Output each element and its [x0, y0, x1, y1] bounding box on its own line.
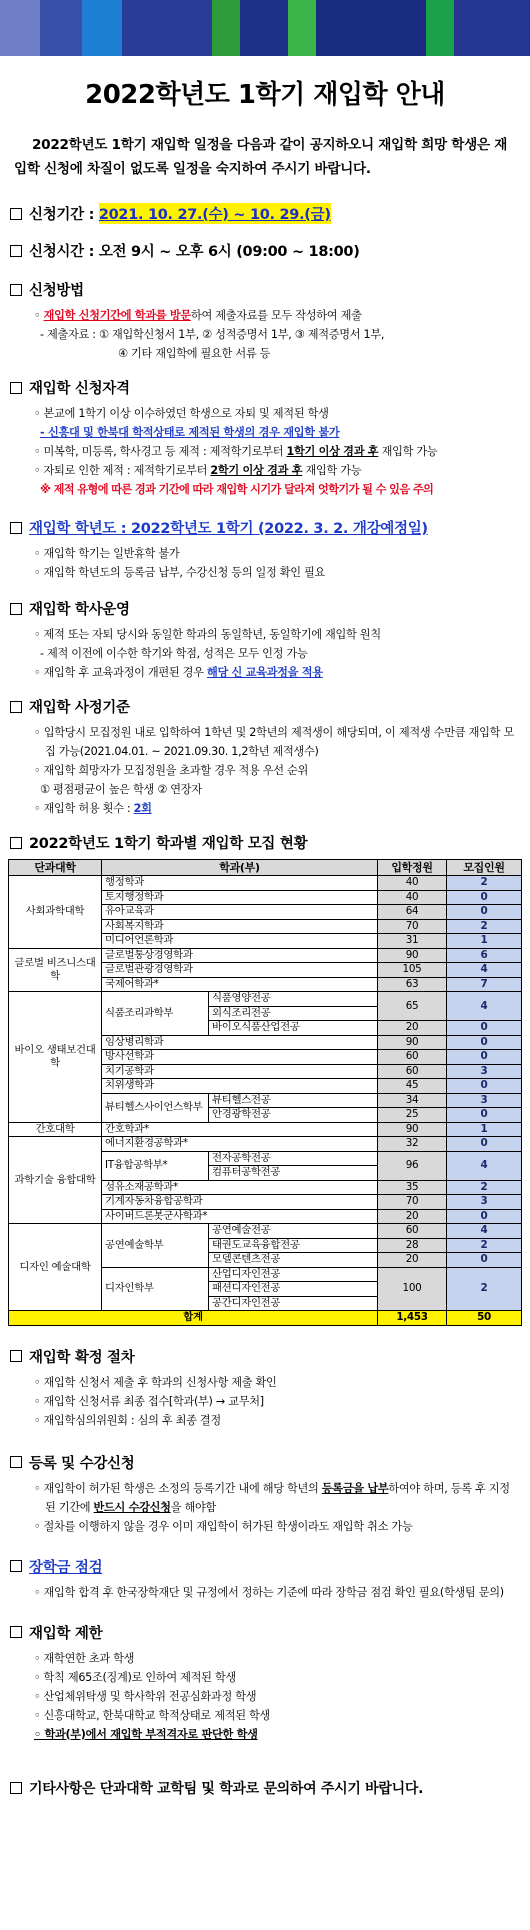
- table-cell: 글로벌통상경영학과: [102, 948, 378, 963]
- table-cell: IT융합공학부*: [102, 1151, 209, 1180]
- table-cell: 디자인 예술대학: [9, 1224, 102, 1311]
- table-cell: 컴퓨터공학전공: [209, 1166, 378, 1181]
- qual-line: - 신흥대 및 한북대 학적상태로 제적된 학생의 경우 재입학 불가: [40, 426, 340, 439]
- checkbox-icon: [10, 284, 22, 296]
- table-cell: 0: [447, 905, 522, 920]
- academic-line: - 제적 이전에 이수한 학기와 학점, 성적은 모두 인정 가능: [40, 647, 308, 660]
- table-cell: 에너지환경공학과*: [102, 1137, 378, 1152]
- table-cell: 0: [447, 1021, 522, 1036]
- table-cell: 0: [447, 1050, 522, 1065]
- table-row: [9, 948, 522, 963]
- criteria-line: ◦ 재입학 허용 횟수 : 2회: [34, 802, 152, 815]
- table-cell: 0: [447, 1108, 522, 1123]
- table-cell: 유아교육과: [102, 905, 378, 920]
- section-scholarship: 장학금 점검 ◦ 재입학 합격 후 한국장학재단 및 규정에서 정하는 기준에 따라 장학금 점검 확인 필요(학생팀 문의): [10, 1556, 520, 1602]
- period-value: 2021. 10. 27.(수) ~ 10. 29.(금): [99, 203, 331, 224]
- table-cell: 28: [378, 1238, 447, 1253]
- criteria-line: ① 평점평균이 높은 학생 ② 연장자: [40, 783, 202, 796]
- table-cell: 치기공학과: [102, 1064, 378, 1079]
- header-banner: [0, 0, 530, 56]
- table-cell: 4: [447, 1151, 522, 1180]
- qual-line: ◦ 본교에 1학기 이상 이수하였던 학생으로 자퇴 및 제적된 학생: [34, 407, 329, 420]
- checkbox-icon: [10, 701, 22, 713]
- section-criteria: 재입학 사정기준 ◦ 입학당시 모집정원 내로 입학하여 1학년 및 2학년의 제적생이 해당되며, 이 제적생 수만큼 재입학 모집 가능(2021.04.01. ~ 2021.09.30. 1,2학년 제적생수) ◦ 재입학 희망자가 모집정원을 초과할 경우 적용 우선 순위 ① 평점평균이 높은 학생 ② 연장자 ◦ 재입학 허용 횟수 : 2회: [10, 696, 520, 818]
- table-cell: 2: [447, 1267, 522, 1311]
- table-cell: 산업디자인전공: [209, 1267, 378, 1282]
- table-cell: 안경광학전공: [209, 1108, 378, 1123]
- table-cell: 태권도교육융합전공: [209, 1238, 378, 1253]
- section-period: 신청기간 : 2021. 10. 27.(수) ~ 10. 29.(금): [10, 203, 520, 224]
- table-cell: 0: [447, 1137, 522, 1152]
- table-cell: 96: [378, 1151, 447, 1180]
- table-cell: 65: [378, 992, 447, 1021]
- table-cell: 60: [378, 1224, 447, 1239]
- checkbox-icon: [10, 245, 22, 257]
- table-cell: 식품조리과학부: [102, 992, 209, 1036]
- table-cell: 사회과학대학: [9, 876, 102, 949]
- table-cell: 40: [378, 890, 447, 905]
- table-cell: 식품영양전공: [209, 992, 378, 1007]
- table-cell: 공연예술학부: [102, 1224, 209, 1268]
- recruitment-table: [8, 859, 522, 1326]
- table-row: [9, 1224, 522, 1239]
- table-cell: 국제어학과*: [102, 977, 378, 992]
- table-cell: 0: [447, 1209, 522, 1224]
- term-line: ◦ 재입학 학년도의 등록금 납부, 수강신청 등의 일정 확인 필요: [34, 566, 326, 579]
- section-method: 신청방법 ◦ 재입학 신청기간에 학과를 방문하여 제출자료를 모두 작성하여 제출 - 제출자료 : ① 재입학신청서 1부, ② 성적증명서 1부, ③ 제적증명서 1부, ④ 기타 재입학에 필요한 서류 등: [10, 279, 520, 363]
- table-cell: 70: [378, 1195, 447, 1210]
- table-cell: 2: [447, 1180, 522, 1195]
- table-row: [9, 1137, 522, 1152]
- method-line: ◦ 재입학 신청기간에 학과를 방문하여 제출자료를 모두 작성하여 제출: [34, 309, 362, 322]
- table-cell: 사이버드론봇군사학과*: [102, 1209, 378, 1224]
- academic-line: ◦ 제적 또는 자퇴 당시와 동일한 학과의 동일학년, 동일학기에 재입학 원칙: [34, 628, 381, 641]
- table-cell: 3: [447, 1093, 522, 1108]
- table-cell: 63: [378, 977, 447, 992]
- table-cell: 31: [378, 934, 447, 949]
- section-qualification: 재입학 신청자격 ◦ 본교에 1학기 이상 이수하였던 학생으로 자퇴 및 제적된 학생 - 신흥대 및 한북대 학적상태로 제적된 학생의 경우 재입학 불가 ◦ 미복학, 미등록, 학사경고 등 제적 : 제적학기로부터 1학기 이상 경과 후 재입학 가능 ◦ 자퇴로 인한 제적 : 제적학기로부터 2학기 이상 경과 후 재입학 가능 ※ 제적 유형에 따른 경과 기간에 따라 재입학 시기가 달라져 엇학기가 될 수 있음 주의: [10, 377, 520, 499]
- table-cell: 90: [378, 948, 447, 963]
- criteria-line: ◦ 입학당시 모집정원 내로 입학하여 1학년 및 2학년의 제적생이 해당되며, 이 제적생 수만큼 재입학 모집 가능(2021.04.01. ~ 2021.09.30. 1,2학년 제적생수): [34, 726, 514, 758]
- limit-line: ◦ 학칙 제65조(징계)로 인하여 제적된 학생: [34, 1670, 236, 1684]
- table-cell: 뷰티헬스전공: [209, 1093, 378, 1108]
- table-cell: 모델콘텐츠전공: [209, 1253, 378, 1268]
- table-cell: 90: [378, 1122, 447, 1137]
- checkbox-icon: [10, 382, 22, 394]
- limit-line: ◦ 재학연한 초과 학생: [34, 1651, 135, 1665]
- table-cell: 사회복지학과: [102, 919, 378, 934]
- table-cell: 20: [378, 1021, 447, 1036]
- table-cell: 45: [378, 1079, 447, 1094]
- table-cell: 1: [447, 934, 522, 949]
- method-line: ④ 기타 재입학에 필요한 서류 등: [118, 347, 271, 360]
- section-term: 재입학 학년도 : 2022학년도 1학기 (2022. 3. 2. 개강예정일) ◦ 재입학 학기는 일반휴학 불가 ◦ 재입학 학년도의 등록금 납부, 수강신청 등의 일정 확인 필요: [10, 517, 520, 582]
- section-table: 2022학년도 1학기 학과별 재입학 모집 현황: [10, 832, 520, 853]
- table-cell: 4: [447, 963, 522, 978]
- table-cell: 합계: [9, 1311, 378, 1326]
- table-cell: 외식조리전공: [209, 1006, 378, 1021]
- section-academic: 재입학 학사운영 ◦ 제적 또는 자퇴 당시와 동일한 학과의 동일학년, 동일학기에 재입학 원칙 - 제적 이전에 이수한 학기와 학점, 성적은 모두 인정 가능 ◦ 재입학 후 교육과정이 개편된 경우 해당 신 교육과정을 적용: [10, 598, 520, 682]
- table-cell: 공간디자인전공: [209, 1296, 378, 1311]
- confirm-line: ◦ 재입학 신청서류 최종 접수[학과(부) → 교무처]: [34, 1394, 264, 1408]
- section-registration: 등록 및 수강신청 ◦ 재입학이 허가된 학생은 소정의 등록기간 내에 해당 학년의 등록금을 납부하여야 하며, 등록 후 지정된 기간에 반드시 수강신청을 해야함 ◦ 절차를 이행하지 않을 경우 이미 재입학이 허가된 학생이라도 재입학 취소 가능: [10, 1452, 520, 1536]
- table-cell: 4: [447, 1224, 522, 1239]
- table-cell: 뷰티헬스사이언스학부: [102, 1093, 209, 1122]
- table-cell: 1: [447, 1122, 522, 1137]
- table-cell: 0: [447, 890, 522, 905]
- confirm-line: ◦ 재입학심의위원회 : 심의 후 최종 결정: [34, 1413, 221, 1427]
- reg-line: ◦ 재입학이 허가된 학생은 소정의 등록기간 내에 해당 학년의 등록금을 납부하여야 하며, 등록 후 지정된 기간에 반드시 수강신청을 해야함: [34, 1481, 510, 1514]
- table-header-row: 단과대학 학과(부) 입학정원 모집인원: [9, 860, 522, 876]
- table-row: [9, 876, 522, 891]
- table-cell: 40: [378, 876, 447, 891]
- table-cell: 60: [378, 1050, 447, 1065]
- table-cell: 임상병리학과: [102, 1035, 378, 1050]
- table-cell: 3: [447, 1195, 522, 1210]
- method-line: - 제출자료 : ① 재입학신청서 1부, ② 성적증명서 1부, ③ 제적증명서 1부,: [40, 328, 385, 341]
- table-cell: 바이오 생태보건대학: [9, 992, 102, 1123]
- table-cell: 글로벌관광경영학과: [102, 963, 378, 978]
- checkbox-icon: [10, 837, 22, 849]
- section-hours: 신청시간 : 오전 9시 ~ 오후 6시 (09:00 ~ 18:00): [10, 240, 520, 261]
- checkbox-icon: [10, 1626, 22, 1638]
- table-cell: 과학기술 융합대학: [9, 1137, 102, 1224]
- table-cell: 70: [378, 919, 447, 934]
- table-cell: 32: [378, 1137, 447, 1152]
- table-cell: 2: [447, 919, 522, 934]
- table-cell: 64: [378, 905, 447, 920]
- limit-line: ◦ 산업체위탁생 및 학사학위 전공심화과정 학생: [34, 1689, 257, 1703]
- checkbox-icon: [10, 603, 22, 615]
- table-cell: 0: [447, 1253, 522, 1268]
- table-cell: 디자인학부: [102, 1267, 209, 1311]
- table-cell: 행정학과: [102, 876, 378, 891]
- intro-text: 2022학년도 1학기 재입학 일정을 다음과 같이 공지하오니 재입학 희망 학생은 재입학 신청에 차질이 없도록 일정을 숙지하여 주시기 바랍니다.: [14, 137, 508, 177]
- table-cell: 105: [378, 963, 447, 978]
- table-cell: 0: [447, 1079, 522, 1094]
- table-cell: 공연예술전공: [209, 1224, 378, 1239]
- confirm-line: ◦ 재입학 신청서 제출 후 학과의 신청사항 제출 확인: [34, 1375, 277, 1389]
- table-cell: 50: [447, 1311, 522, 1326]
- table-cell: 기계자동차융합공학과: [102, 1195, 378, 1210]
- table-cell: 미디어언론학과: [102, 934, 378, 949]
- table-cell: 90: [378, 1035, 447, 1050]
- qual-line: ◦ 미복학, 미등록, 학사경고 등 제적 : 제적학기로부터 1학기 이상 경과 후 재입학 가능: [34, 445, 438, 458]
- table-cell: 패션디자인전공: [209, 1282, 378, 1297]
- limit-line: ◦ 학과(부)에서 재입학 부적격자로 판단한 학생: [34, 1727, 258, 1741]
- table-cell: 치위생학과: [102, 1079, 378, 1094]
- table-cell: 바이오식품산업전공: [209, 1021, 378, 1036]
- table-cell: 전자공학전공: [209, 1151, 378, 1166]
- qual-warning: ※ 제적 유형에 따른 경과 기간에 따라 재입학 시기가 달라져 엇학기가 될 수 있음 주의: [40, 483, 434, 496]
- table-cell: 2: [447, 1238, 522, 1253]
- checkbox-icon: [10, 208, 22, 220]
- table-cell: 간호대학: [9, 1122, 102, 1137]
- checkbox-icon: [10, 522, 22, 534]
- table-cell: 1,453: [378, 1311, 447, 1326]
- table-cell: 25: [378, 1108, 447, 1123]
- qual-line: ◦ 자퇴로 인한 제적 : 제적학기로부터 2학기 이상 경과 후 재입학 가능: [34, 464, 362, 477]
- table-cell: 토지행정학과: [102, 890, 378, 905]
- table-cell: 방사선학과: [102, 1050, 378, 1065]
- checkbox-icon: [10, 1350, 22, 1362]
- table-cell: 6: [447, 948, 522, 963]
- checkbox-icon: [10, 1456, 22, 1468]
- table-cell: 20: [378, 1209, 447, 1224]
- table-cell: 간호학과*: [102, 1122, 378, 1137]
- table-cell: 34: [378, 1093, 447, 1108]
- section-confirm: 재입학 확정 절차 ◦ 재입학 신청서 제출 후 학과의 신청사항 제출 확인 ◦ 재입학 신청서류 최종 접수[학과(부) → 교무처] ◦ 재입학심의위원회 : 심의 후 최종 결정: [10, 1346, 520, 1430]
- table-cell: 100: [378, 1267, 447, 1311]
- table-row: [9, 992, 522, 1007]
- table-cell: 3: [447, 1064, 522, 1079]
- table-cell: 섬유소재공학과*: [102, 1180, 378, 1195]
- total-row: [9, 1311, 522, 1326]
- term-line: ◦ 재입학 학기는 일반휴학 불가: [34, 547, 180, 560]
- criteria-line: ◦ 재입학 희망자가 모집정원을 초과할 경우 적용 우선 순위: [34, 764, 309, 777]
- academic-line: ◦ 재입학 후 교육과정이 개편된 경우 해당 신 교육과정을 적용: [34, 666, 323, 679]
- table-cell: 20: [378, 1253, 447, 1268]
- limit-line: ◦ 신흥대학교, 한북대학교 학적상태로 제적된 학생: [34, 1708, 270, 1722]
- table-cell: 7: [447, 977, 522, 992]
- checkbox-icon: [10, 1782, 22, 1794]
- checkbox-icon: [10, 1560, 22, 1572]
- table-cell: 0: [447, 1035, 522, 1050]
- section-footer: 기타사항은 단과대학 교학팀 및 학과로 문의하여 주시기 바랍니다.: [10, 1778, 520, 1798]
- table-cell: 35: [378, 1180, 447, 1195]
- scholar-line: ◦ 재입학 합격 후 한국장학재단 및 규정에서 정하는 기준에 따라 장학금 점검 확인 필요(학생팀 문의): [34, 1585, 504, 1599]
- table-cell: 글로벌 비즈니스대학: [9, 948, 102, 992]
- table-cell: 60: [378, 1064, 447, 1079]
- table-cell: 2: [447, 876, 522, 891]
- table-cell: 4: [447, 992, 522, 1021]
- section-limit: 재입학 제한 ◦ 재학연한 초과 학생 ◦ 학칙 제65조(징계)로 인하여 제적된 학생 ◦ 산업체위탁생 및 학사학위 전공심화과정 학생 ◦ 신흥대학교, 한북대학교 학적상태로 제적된 학생 ◦ 학과(부)에서 재입학 부적격자로 판단한 학생: [10, 1622, 520, 1744]
- table-row: [9, 1122, 522, 1137]
- reg-line: ◦ 절차를 이행하지 않을 경우 이미 재입학이 허가된 학생이라도 재입학 취소 가능: [34, 1519, 413, 1533]
- page-title: 2022학년도 1학기 재입학 안내: [85, 80, 445, 110]
